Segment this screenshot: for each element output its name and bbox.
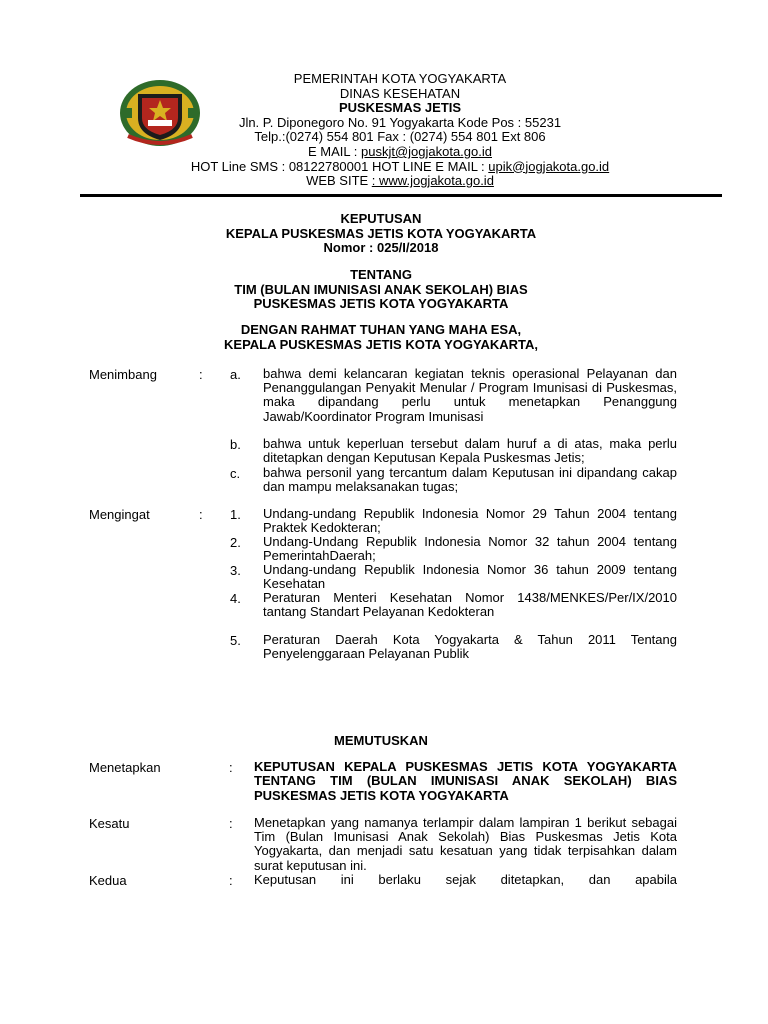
hotline-prefix: HOT Line SMS : 08122780001 HOT LINE E MAIL : <box>190 158 489 174</box>
mengingat-colon: : <box>199 507 203 522</box>
address: Jln. P. Diponegoro No. 91 Yogyakarta Kode Pos : 55231 <box>238 114 562 130</box>
menimbang-colon: : <box>199 367 203 382</box>
mengingat-mark-5: 5. <box>230 633 241 648</box>
memutuskan-heading: MEMUTUSKAN <box>334 733 428 748</box>
mengingat-item-2: Undang-Undang Republik Indonesia Nomor 32 tahun 2004 tentang PemerintahDaerah; <box>263 534 677 564</box>
institution-name: PUSKESMAS JETIS <box>338 100 462 116</box>
decree-title <box>80 212 682 256</box>
mengingat-item-5: Peraturan Daerah Kota Yogyakarta & Tahun 2011 Tentang Penyelenggaraan Pelayanan Publik <box>263 632 677 662</box>
kesatu-label: Kesatu <box>89 816 130 831</box>
title-tim-line1: TIM (BULAN IMUNISASI ANAK SEKOLAH) BIAS <box>234 281 528 297</box>
kedua-label: Kedua <box>89 873 127 888</box>
title-keputusan: KEPUTUSAN <box>340 211 422 226</box>
title-rahmat-line1: DENGAN RAHMAT TUHAN YANG MAHA ESA, <box>240 322 522 337</box>
mengingat-item-3: Undang-undang Republik Indonesia Nomor 36 tahun 2009 tentang Kesehatan <box>263 562 677 592</box>
kesatu-colon: : <box>229 816 233 831</box>
mengingat-item-1: Undang-undang Republik Indonesia Nomor 29 Tahun 2004 tentang Praktek Kedokteran; <box>263 506 677 536</box>
menimbang-mark-c: c. <box>230 466 241 481</box>
decree-subject <box>80 268 682 312</box>
title-tentang: TENTANG <box>350 267 412 282</box>
email-line <box>150 145 650 160</box>
email-link[interactable]: puskjt@jogjakota.go.id <box>360 143 492 159</box>
phone-fax: Telp.:(0274) 554 801 Fax : (0274) 554 801 Ext 806 <box>254 129 546 145</box>
mengingat-label: Mengingat <box>89 507 150 522</box>
mengingat-mark-1: 1. <box>230 507 241 522</box>
government-name: PEMERINTAH KOTA YOGYAKARTA <box>293 71 507 86</box>
mengingat-mark-3: 3. <box>230 563 241 578</box>
menetapkan-colon: : <box>229 760 233 775</box>
title-kepala: KEPALA PUSKESMAS JETIS KOTA YOGYAKARTA <box>225 225 537 241</box>
decree-preamble <box>80 323 682 352</box>
menimbang-item-b: bahwa untuk keperluan tersebut dalam huruf a di atas, maka perlu ditetapkan dengan Keputusan Kepala Puskesmas Jetis; <box>263 436 677 466</box>
mengingat-item-4: Peraturan Menteri Kesehatan Nomor 1438/MENKES/Per/IX/2010 tantang Standart Pelayanan Kedokteran <box>263 590 677 620</box>
letterhead <box>150 72 650 189</box>
mengingat-mark-4: 4. <box>230 591 241 606</box>
hotline-line <box>150 160 650 175</box>
kesatu-text: Menetapkan yang namanya terlampir dalam lampiran 1 berikut sebagai Tim (Bulan Imunisasi Anak Sekolah) Bias Puskesmas Jetis Kota Yogyakarta, dan menjadi satu kesatuan yang tidak terpisahkan dalam surat keputusan ini. <box>254 815 677 873</box>
kedua-text: Keputusan ini berlaku sejak ditetapkan, dan apabila <box>254 872 677 887</box>
menimbang-item-c: bahwa personil yang tercantum dalam Keputusan ini dipandang cakap dan mampu melaksanakan tugas; <box>263 465 677 495</box>
title-tim-line2: PUSKESMAS JETIS KOTA YOGYAKARTA <box>253 296 509 311</box>
menetapkan-label: Menetapkan <box>89 760 161 775</box>
menetapkan-text: KEPUTUSAN KEPALA PUSKESMAS JETIS KOTA YOGYAKARTA TENTANG TIM (BULAN IMUNISASI ANAK SEKOLAH) BIAS PUSKESMAS JETIS KOTA YOGYAKARTA <box>254 759 677 803</box>
website-label: WEB SITE <box>306 173 372 189</box>
menimbang-label: Menimbang <box>89 367 157 382</box>
email-label: E MAIL : <box>308 143 361 159</box>
website-link[interactable]: : www.jogjakota.go.id <box>371 173 494 189</box>
kedua-colon: : <box>229 873 233 888</box>
hotline-email-link[interactable]: upik@jogjakota.go.id <box>488 158 610 174</box>
title-nomor: Nomor : 025/I/2018 <box>323 240 439 255</box>
menimbang-item-a: bahwa demi kelancaran kegiatan teknis operasional Pelayanan dan Penanggulangan Penyakit Menular / Program Imunisasi di Puskesmas, maka dipandang perlu untuk menetapkan Penanggung Jawab/Koordinator Program Imunisasi <box>263 366 677 424</box>
title-rahmat-line2: KEPALA PUSKESMAS JETIS KOTA YOGYAKARTA, <box>224 336 538 352</box>
letterhead-divider <box>80 194 722 197</box>
menimbang-mark-a: a. <box>230 367 241 382</box>
department-name: DINAS KESEHATAN <box>339 85 461 101</box>
menimbang-mark-b: b. <box>230 437 241 452</box>
mengingat-mark-2: 2. <box>230 535 241 550</box>
website-line <box>150 174 650 189</box>
